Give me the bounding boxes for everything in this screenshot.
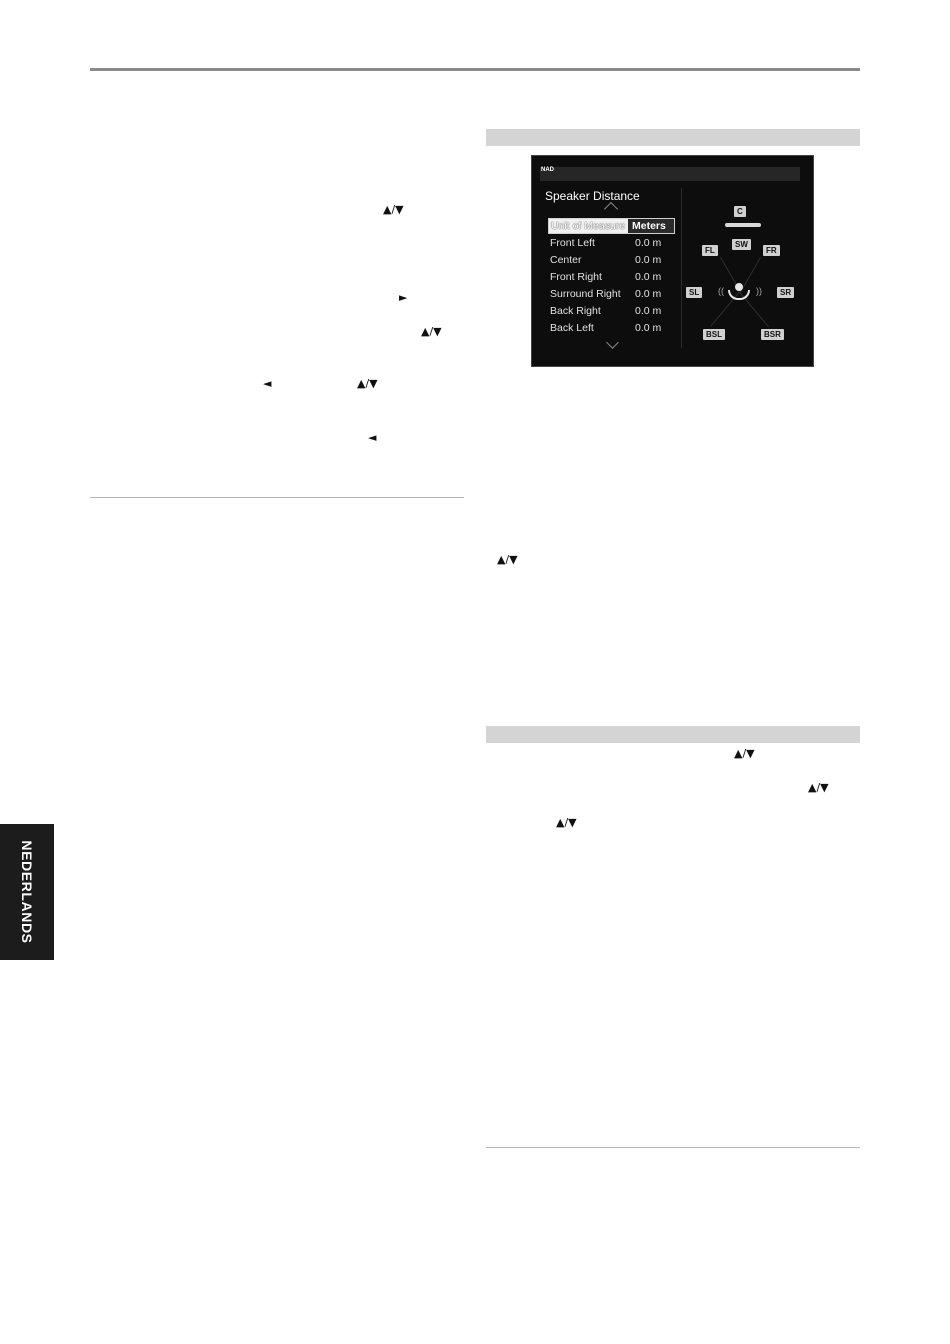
up-down-arrows-icon: ▲/▼ <box>421 325 442 338</box>
up-down-arrows-icon: ▲/▼ <box>497 553 518 566</box>
scroll-down-icon[interactable] <box>606 336 619 349</box>
osd-row-value: 0.0 m <box>635 305 662 317</box>
osd-row-unit-of-measure[interactable] <box>548 218 675 234</box>
osd-row-value[interactable]: Meters <box>628 219 674 233</box>
osd-row-label: Unit of Measure <box>551 220 626 232</box>
speaker-back-surround-right-badge: BSR <box>761 329 784 340</box>
osd-row-value: 0.0 m <box>635 271 662 283</box>
left-arrow-icon: ◄ <box>263 377 272 390</box>
osd-row-surround-right[interactable] <box>548 286 675 302</box>
column-divider-left <box>90 497 464 498</box>
language-label: NEDERLANDS <box>19 840 35 944</box>
sound-wave-right-icon: )) <box>756 286 762 296</box>
osd-row-label: Back Left <box>550 322 594 334</box>
osd-row-center[interactable] <box>548 252 675 268</box>
osd-header-bar <box>540 167 800 181</box>
speaker-subwoofer-badge: SW <box>732 239 751 250</box>
osd-row-front-left[interactable] <box>548 235 675 251</box>
section-header-bar <box>486 129 860 146</box>
osd-row-label: Center <box>550 254 582 266</box>
language-tab <box>0 824 54 960</box>
osd-row-label: Front Right <box>550 271 602 283</box>
scroll-up-icon[interactable] <box>604 202 618 216</box>
sound-wave-left-icon: (( <box>718 286 724 296</box>
osd-row-front-right[interactable] <box>548 269 675 285</box>
speaker-front-right-badge: FR <box>763 245 780 256</box>
osd-divider <box>681 188 682 348</box>
osd-row-back-right[interactable] <box>548 303 675 319</box>
speaker-front-left-badge: FL <box>702 245 718 256</box>
center-speaker-bar <box>725 223 761 227</box>
right-arrow-icon: ► <box>399 291 408 304</box>
top-rule <box>90 68 860 71</box>
speaker-center-badge: C <box>734 206 746 217</box>
speaker-surround-right-badge: SR <box>777 287 794 298</box>
up-down-arrows-icon: ▲/▼ <box>383 203 404 216</box>
section-header-bar <box>486 726 860 743</box>
listener-icon <box>724 282 754 302</box>
osd-row-label: Surround Right <box>550 288 621 300</box>
osd-row-value: 0.0 m <box>635 288 662 300</box>
osd-row-value: 0.0 m <box>635 254 662 266</box>
osd-row-back-left[interactable] <box>548 320 675 336</box>
up-down-arrows-icon: ▲/▼ <box>734 747 755 760</box>
speaker-surround-left-badge: SL <box>686 287 702 298</box>
osd-row-label: Back Right <box>550 305 601 317</box>
up-down-arrows-icon: ▲/▼ <box>556 816 577 829</box>
up-down-arrows-icon: ▲/▼ <box>357 377 378 390</box>
osd-row-value: 0.0 m <box>635 237 662 249</box>
osd-title: Speaker Distance <box>545 189 640 203</box>
left-arrow-icon: ◄ <box>368 431 377 444</box>
osd-row-value: 0.0 m <box>635 322 662 334</box>
nad-logo: NAD <box>541 167 554 173</box>
osd-screen <box>531 155 814 367</box>
speaker-back-surround-left-badge: BSL <box>703 329 725 340</box>
up-down-arrows-icon: ▲/▼ <box>808 781 829 794</box>
osd-row-label: Front Left <box>550 237 595 249</box>
column-divider-right <box>486 1147 860 1148</box>
